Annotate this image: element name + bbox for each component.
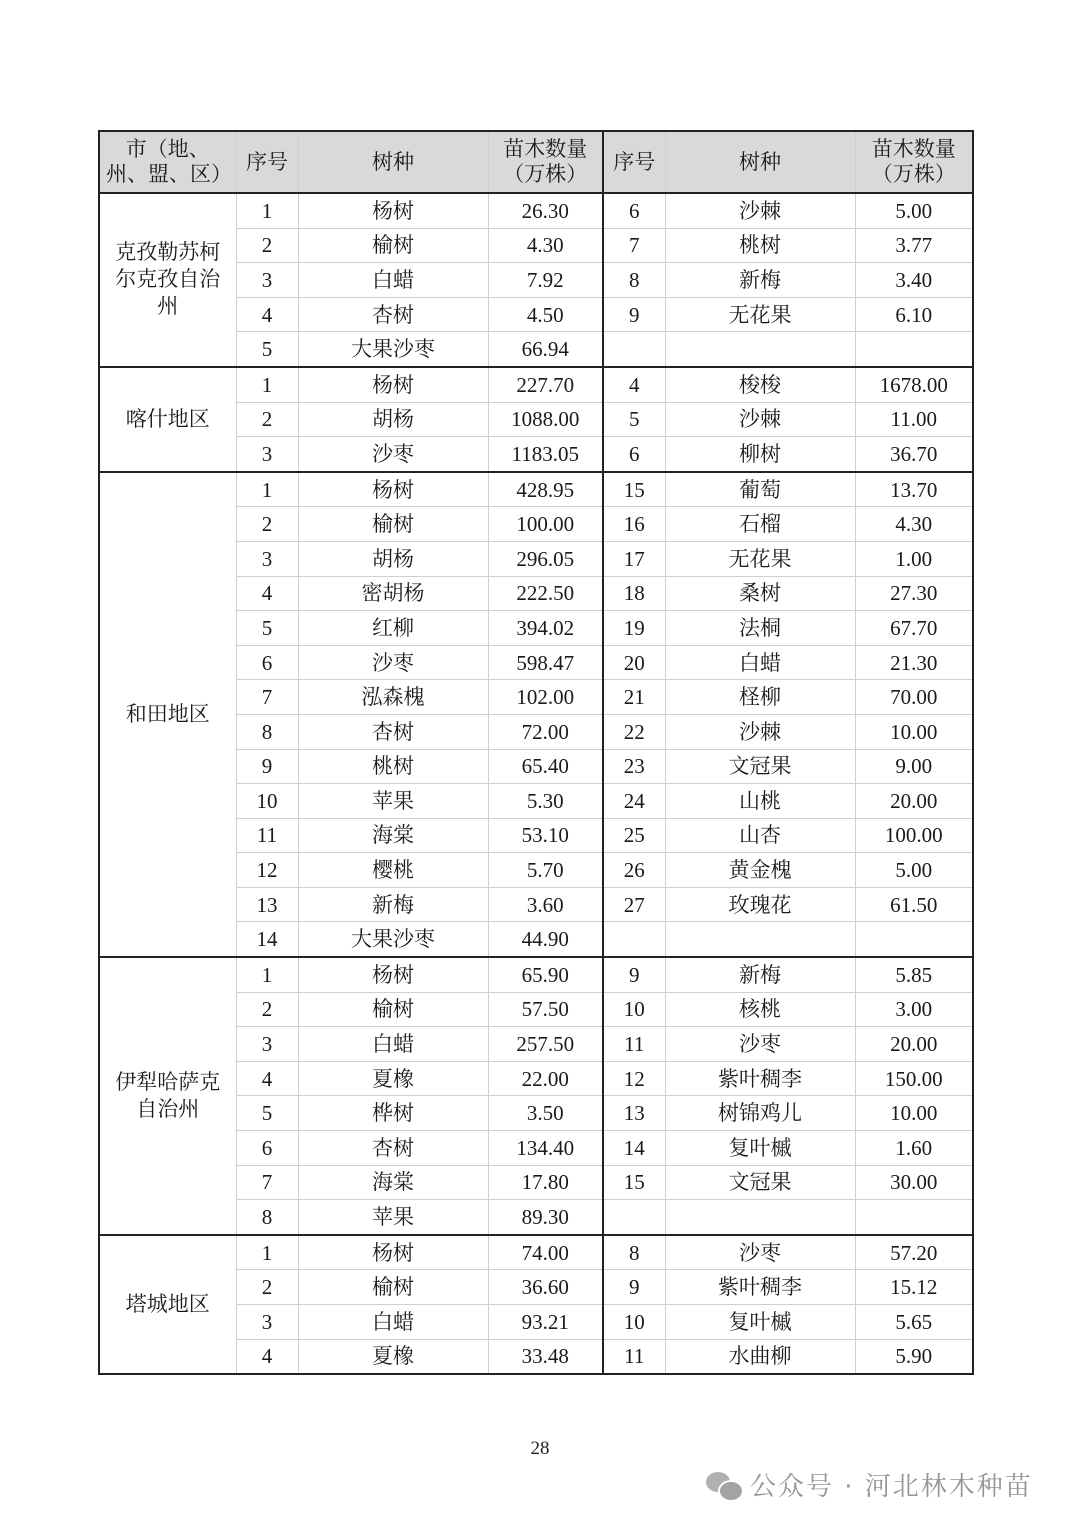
species-cell: 杨树	[298, 193, 488, 228]
row-number-cell-2: 16	[603, 507, 665, 542]
species-cell: 杏树	[298, 1131, 488, 1166]
species-cell-2: 山桃	[665, 784, 855, 819]
quantity-cell-2: 30.00	[855, 1165, 973, 1200]
quantity-cell-2: 57.20	[855, 1235, 973, 1270]
species-cell-2: 新梅	[665, 263, 855, 298]
quantity-cell-2: 20.00	[855, 1027, 973, 1062]
row-number-cell: 3	[236, 263, 298, 298]
species-cell: 胡杨	[298, 402, 488, 437]
row-number-cell-2: 19	[603, 611, 665, 646]
species-cell: 樱桃	[298, 853, 488, 888]
seedling-table	[98, 130, 974, 1375]
quantity-cell: 5.70	[488, 853, 603, 888]
quantity-cell-2: 61.50	[855, 887, 973, 922]
quantity-cell-2: 10.00	[855, 714, 973, 749]
row-number-cell-2: 7	[603, 228, 665, 263]
species-cell-2: 沙枣	[665, 1027, 855, 1062]
species-cell-2: 无花果	[665, 541, 855, 576]
header-qty-2: 苗木数量（万株）	[855, 131, 973, 193]
header-no: 序号	[236, 131, 298, 193]
row-number-cell: 1	[236, 957, 298, 992]
table-row	[99, 472, 973, 507]
row-number-cell-2: 20	[603, 645, 665, 680]
quantity-cell-2: 27.30	[855, 576, 973, 611]
quantity-cell-2: 1.00	[855, 541, 973, 576]
header-no-2: 序号	[603, 131, 665, 193]
quantity-cell: 257.50	[488, 1027, 603, 1062]
row-number-cell-2: 8	[603, 263, 665, 298]
species-cell-2	[665, 332, 855, 367]
species-cell: 大果沙枣	[298, 332, 488, 367]
row-number-cell-2: 13	[603, 1096, 665, 1131]
species-cell-2: 柳树	[665, 437, 855, 472]
quantity-cell: 394.02	[488, 611, 603, 646]
row-number-cell-2: 10	[603, 1305, 665, 1340]
row-number-cell-2: 10	[603, 992, 665, 1027]
row-number-cell-2: 11	[603, 1027, 665, 1062]
species-cell-2	[665, 922, 855, 957]
quantity-cell-2: 9.00	[855, 749, 973, 784]
header-qty: 苗木数量（万株）	[488, 131, 603, 193]
page-number: 28	[530, 1438, 550, 1459]
row-number-cell: 7	[236, 1165, 298, 1200]
species-cell-2: 无花果	[665, 297, 855, 332]
quantity-cell: 44.90	[488, 922, 603, 957]
species-cell: 杨树	[298, 472, 488, 507]
quantity-cell-2: 4.30	[855, 507, 973, 542]
row-number-cell: 14	[236, 922, 298, 957]
species-cell: 白蜡	[298, 263, 488, 298]
species-cell: 苹果	[298, 784, 488, 819]
species-cell-2: 柽柳	[665, 680, 855, 715]
quantity-cell-2: 36.70	[855, 437, 973, 472]
quantity-cell-2: 3.00	[855, 992, 973, 1027]
region-cell: 和田地区	[99, 472, 236, 957]
row-number-cell: 1	[236, 193, 298, 228]
species-cell-2: 新梅	[665, 957, 855, 992]
quantity-cell: 1183.05	[488, 437, 603, 472]
species-cell-2: 沙棘	[665, 193, 855, 228]
row-number-cell: 4	[236, 1061, 298, 1096]
row-number-cell: 9	[236, 749, 298, 784]
quantity-cell: 22.00	[488, 1061, 603, 1096]
species-cell: 白蜡	[298, 1027, 488, 1062]
row-number-cell: 12	[236, 853, 298, 888]
species-cell-2: 沙枣	[665, 1235, 855, 1270]
row-number-cell: 3	[236, 1305, 298, 1340]
species-cell: 苹果	[298, 1200, 488, 1235]
species-cell-2: 玫瑰花	[665, 887, 855, 922]
species-cell-2: 水曲柳	[665, 1339, 855, 1374]
row-number-cell-2: 6	[603, 193, 665, 228]
species-cell-2: 文冠果	[665, 1165, 855, 1200]
quantity-cell: 5.30	[488, 784, 603, 819]
species-cell-2	[665, 1200, 855, 1235]
species-cell-2: 沙棘	[665, 714, 855, 749]
row-number-cell-2: 24	[603, 784, 665, 819]
row-number-cell: 1	[236, 367, 298, 402]
quantity-cell: 26.30	[488, 193, 603, 228]
row-number-cell: 4	[236, 297, 298, 332]
region-cell: 伊犁哈萨克自治州	[99, 957, 236, 1235]
row-number-cell: 5	[236, 611, 298, 646]
quantity-cell-2: 5.00	[855, 193, 973, 228]
species-cell: 榆树	[298, 228, 488, 263]
species-cell: 榆树	[298, 992, 488, 1027]
species-cell-2: 紫叶稠李	[665, 1270, 855, 1305]
row-number-cell-2: 5	[603, 402, 665, 437]
quantity-cell: 65.90	[488, 957, 603, 992]
species-cell: 杨树	[298, 1235, 488, 1270]
species-cell: 白蜡	[298, 1305, 488, 1340]
species-cell-2: 黄金槐	[665, 853, 855, 888]
quantity-cell: 100.00	[488, 507, 603, 542]
quantity-cell-2: 5.85	[855, 957, 973, 992]
row-number-cell-2: 15	[603, 1165, 665, 1200]
quantity-cell: 65.40	[488, 749, 603, 784]
quantity-cell-2: 150.00	[855, 1061, 973, 1096]
species-cell: 杨树	[298, 957, 488, 992]
region-cell: 喀什地区	[99, 367, 236, 472]
quantity-cell-2	[855, 922, 973, 957]
species-cell-2: 石榴	[665, 507, 855, 542]
species-cell-2: 梭梭	[665, 367, 855, 402]
species-cell: 桃树	[298, 749, 488, 784]
species-cell-2: 紫叶稠李	[665, 1061, 855, 1096]
species-cell: 杏树	[298, 297, 488, 332]
quantity-cell: 598.47	[488, 645, 603, 680]
quantity-cell-2: 70.00	[855, 680, 973, 715]
watermark	[706, 1466, 1033, 1503]
row-number-cell: 2	[236, 1270, 298, 1305]
quantity-cell: 89.30	[488, 1200, 603, 1235]
quantity-cell: 428.95	[488, 472, 603, 507]
quantity-cell: 4.30	[488, 228, 603, 263]
row-number-cell: 10	[236, 784, 298, 819]
species-cell: 海棠	[298, 818, 488, 853]
species-cell: 桦树	[298, 1096, 488, 1131]
species-cell-2: 复叶槭	[665, 1305, 855, 1340]
row-number-cell-2: 18	[603, 576, 665, 611]
row-number-cell: 11	[236, 818, 298, 853]
table-row	[99, 193, 973, 228]
row-number-cell: 6	[236, 1131, 298, 1166]
row-number-cell-2: 27	[603, 887, 665, 922]
quantity-cell: 222.50	[488, 576, 603, 611]
quantity-cell-2: 3.40	[855, 263, 973, 298]
header-species-2: 树种	[665, 131, 855, 193]
species-cell-2: 复叶槭	[665, 1131, 855, 1166]
header-species: 树种	[298, 131, 488, 193]
species-cell-2: 桃树	[665, 228, 855, 263]
row-number-cell-2: 9	[603, 297, 665, 332]
row-number-cell: 3	[236, 437, 298, 472]
quantity-cell: 296.05	[488, 541, 603, 576]
quantity-cell: 7.92	[488, 263, 603, 298]
quantity-cell-2: 10.00	[855, 1096, 973, 1131]
row-number-cell-2: 15	[603, 472, 665, 507]
species-cell: 胡杨	[298, 541, 488, 576]
row-number-cell-2: 26	[603, 853, 665, 888]
quantity-cell: 57.50	[488, 992, 603, 1027]
quantity-cell: 53.10	[488, 818, 603, 853]
row-number-cell: 5	[236, 1096, 298, 1131]
quantity-cell: 93.21	[488, 1305, 603, 1340]
row-number-cell-2: 21	[603, 680, 665, 715]
row-number-cell-2: 22	[603, 714, 665, 749]
row-number-cell-2: 6	[603, 437, 665, 472]
quantity-cell-2: 100.00	[855, 818, 973, 853]
row-number-cell-2: 8	[603, 1235, 665, 1270]
species-cell: 沙枣	[298, 437, 488, 472]
region-cell: 克孜勒苏柯尔克孜自治州	[99, 193, 236, 367]
row-number-cell-2: 14	[603, 1131, 665, 1166]
table-header-row	[99, 131, 973, 193]
quantity-cell: 66.94	[488, 332, 603, 367]
header-region: 市（地、州、盟、区）	[99, 131, 236, 193]
species-cell: 新梅	[298, 887, 488, 922]
row-number-cell-2: 12	[603, 1061, 665, 1096]
quantity-cell-2: 20.00	[855, 784, 973, 819]
table-body	[99, 193, 973, 1374]
species-cell: 榆树	[298, 1270, 488, 1305]
row-number-cell-2: 9	[603, 957, 665, 992]
quantity-cell: 36.60	[488, 1270, 603, 1305]
row-number-cell: 8	[236, 714, 298, 749]
quantity-cell-2: 13.70	[855, 472, 973, 507]
row-number-cell-2: 11	[603, 1339, 665, 1374]
species-cell-2: 法桐	[665, 611, 855, 646]
table-row	[99, 1235, 973, 1270]
quantity-cell: 134.40	[488, 1131, 603, 1166]
row-number-cell-2: 9	[603, 1270, 665, 1305]
quantity-cell-2	[855, 1200, 973, 1235]
row-number-cell-2	[603, 922, 665, 957]
species-cell-2: 山杏	[665, 818, 855, 853]
row-number-cell: 2	[236, 992, 298, 1027]
quantity-cell: 72.00	[488, 714, 603, 749]
quantity-cell: 4.50	[488, 297, 603, 332]
quantity-cell-2: 5.90	[855, 1339, 973, 1374]
species-cell: 夏橡	[298, 1339, 488, 1374]
row-number-cell: 1	[236, 1235, 298, 1270]
quantity-cell-2: 1678.00	[855, 367, 973, 402]
quantity-cell-2	[855, 332, 973, 367]
row-number-cell: 7	[236, 680, 298, 715]
row-number-cell-2	[603, 1200, 665, 1235]
row-number-cell: 13	[236, 887, 298, 922]
species-cell-2: 沙棘	[665, 402, 855, 437]
species-cell: 杏树	[298, 714, 488, 749]
species-cell-2: 白蜡	[665, 645, 855, 680]
quantity-cell-2: 6.10	[855, 297, 973, 332]
table-row	[99, 957, 973, 992]
wechat-icon	[706, 1470, 744, 1500]
quantity-cell: 1088.00	[488, 402, 603, 437]
species-cell: 沙枣	[298, 645, 488, 680]
row-number-cell-2: 25	[603, 818, 665, 853]
row-number-cell: 8	[236, 1200, 298, 1235]
species-cell: 榆树	[298, 507, 488, 542]
row-number-cell: 5	[236, 332, 298, 367]
row-number-cell: 2	[236, 228, 298, 263]
row-number-cell: 3	[236, 1027, 298, 1062]
species-cell-2: 树锦鸡儿	[665, 1096, 855, 1131]
species-cell-2: 核桃	[665, 992, 855, 1027]
species-cell-2: 葡萄	[665, 472, 855, 507]
quantity-cell-2: 11.00	[855, 402, 973, 437]
row-number-cell: 2	[236, 507, 298, 542]
row-number-cell-2: 17	[603, 541, 665, 576]
quantity-cell-2: 21.30	[855, 645, 973, 680]
quantity-cell: 3.60	[488, 887, 603, 922]
row-number-cell: 2	[236, 402, 298, 437]
row-number-cell: 3	[236, 541, 298, 576]
quantity-cell-2: 1.60	[855, 1131, 973, 1166]
quantity-cell-2: 5.00	[855, 853, 973, 888]
row-number-cell: 6	[236, 645, 298, 680]
species-cell: 大果沙枣	[298, 922, 488, 957]
region-cell: 塔城地区	[99, 1235, 236, 1374]
quantity-cell-2: 15.12	[855, 1270, 973, 1305]
quantity-cell: 102.00	[488, 680, 603, 715]
row-number-cell-2: 4	[603, 367, 665, 402]
species-cell-2: 文冠果	[665, 749, 855, 784]
quantity-cell-2: 67.70	[855, 611, 973, 646]
species-cell-2: 桑树	[665, 576, 855, 611]
species-cell: 杨树	[298, 367, 488, 402]
quantity-cell-2: 5.65	[855, 1305, 973, 1340]
row-number-cell: 1	[236, 472, 298, 507]
row-number-cell: 4	[236, 576, 298, 611]
quantity-cell: 227.70	[488, 367, 603, 402]
quantity-cell: 74.00	[488, 1235, 603, 1270]
row-number-cell: 4	[236, 1339, 298, 1374]
quantity-cell: 33.48	[488, 1339, 603, 1374]
species-cell: 夏橡	[298, 1061, 488, 1096]
species-cell: 海棠	[298, 1165, 488, 1200]
species-cell: 红柳	[298, 611, 488, 646]
species-cell: 密胡杨	[298, 576, 488, 611]
row-number-cell-2	[603, 332, 665, 367]
table-row	[99, 367, 973, 402]
watermark-text: 公众号 · 河北林木种苗	[750, 1472, 1033, 1502]
quantity-cell: 17.80	[488, 1165, 603, 1200]
species-cell: 泓森槐	[298, 680, 488, 715]
quantity-cell: 3.50	[488, 1096, 603, 1131]
row-number-cell-2: 23	[603, 749, 665, 784]
quantity-cell-2: 3.77	[855, 228, 973, 263]
